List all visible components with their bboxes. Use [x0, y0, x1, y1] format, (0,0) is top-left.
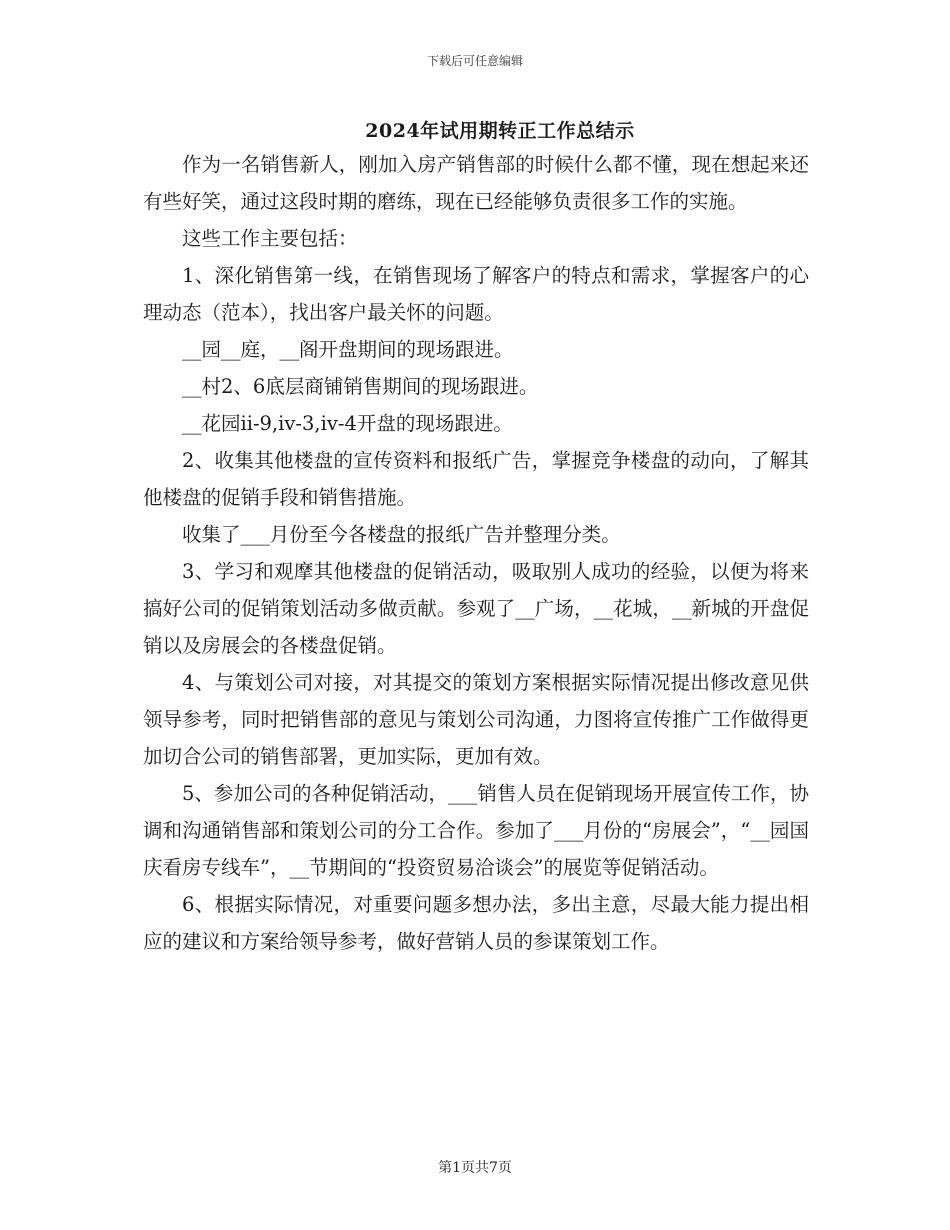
paragraph-intro: 作为一名销售新人，刚加入房产销售部的时候什么都不懂，现在想起来还有些好笑，通过这段时期的磨练，现在已经能够负责很多工作的实施。 — [143, 153, 809, 213]
paragraph-item-2: 2、收集其他楼盘的宣传资料和报纸广告，掌握竞争楼盘的动向，了解其他楼盘的促销手段和销售措施。 — [143, 449, 809, 509]
document-title: 2024年试用期转正工作总结示 — [365, 120, 635, 142]
paragraph-item-2-detail: 收集了___月份至今各楼盘的报纸广告并整理分类。 — [182, 523, 621, 546]
paragraph-item-1-detail-c: __花园ii-9,iv-3,iv-4开盘的现场跟进。 — [182, 412, 513, 435]
page-header-note: 下载后可任意编辑 — [426, 54, 523, 68]
paragraph-item-1: 1、深化销售第一线，在销售现场了解客户的特点和需求，掌握客户的心理动态（范本），找出客户最关怀的问题。 — [143, 264, 809, 324]
page-number-footer: 第1页共7页 — [438, 1160, 512, 1176]
paragraph-item-3: 3、学习和观摩其他楼盘的促销活动，吸取别人成功的经验，以便为将来搞好公司的促销策划活动多做贡献。参观了__广场，__花城，__新城的开盘促销以及房展会的各楼盘促销。 — [143, 560, 809, 657]
paragraph-item-1-detail-b: __村2、6底层商铺销售期间的现场跟进。 — [182, 375, 539, 398]
paragraph-item-6: 6、根据实际情况，对重要问题多想办法，多出主意，尽最大能力提出相应的建议和方案给领导参考，做好营销人员的参谋策划工作。 — [143, 893, 809, 953]
paragraph-item-1-detail-a: __园__庭，__阁开盘期间的现场跟进。 — [182, 338, 514, 361]
document-body — [143, 146, 809, 960]
paragraph-item-4: 4、与策划公司对接，对其提交的策划方案根据实际情况提出修改意见供领导参考，同时把销售部的意见与策划公司沟通，力图将宣传推广工作做得更加切合公司的销售部署，更加实际，更加有效。 — [143, 671, 809, 768]
paragraph-work-list-heading: 这些工作主要包括： — [182, 227, 358, 250]
paragraph-item-5: 5、参加公司的各种促销活动，___销售人员在促销现场开展宣传工作，协调和沟通销售部和策划公司的分工合作。参加了___月份的“房展会”，“__园国庆看房专线车”，__节期间的“投资贸易洽谈会”的展览等促销活动。 — [143, 782, 809, 879]
